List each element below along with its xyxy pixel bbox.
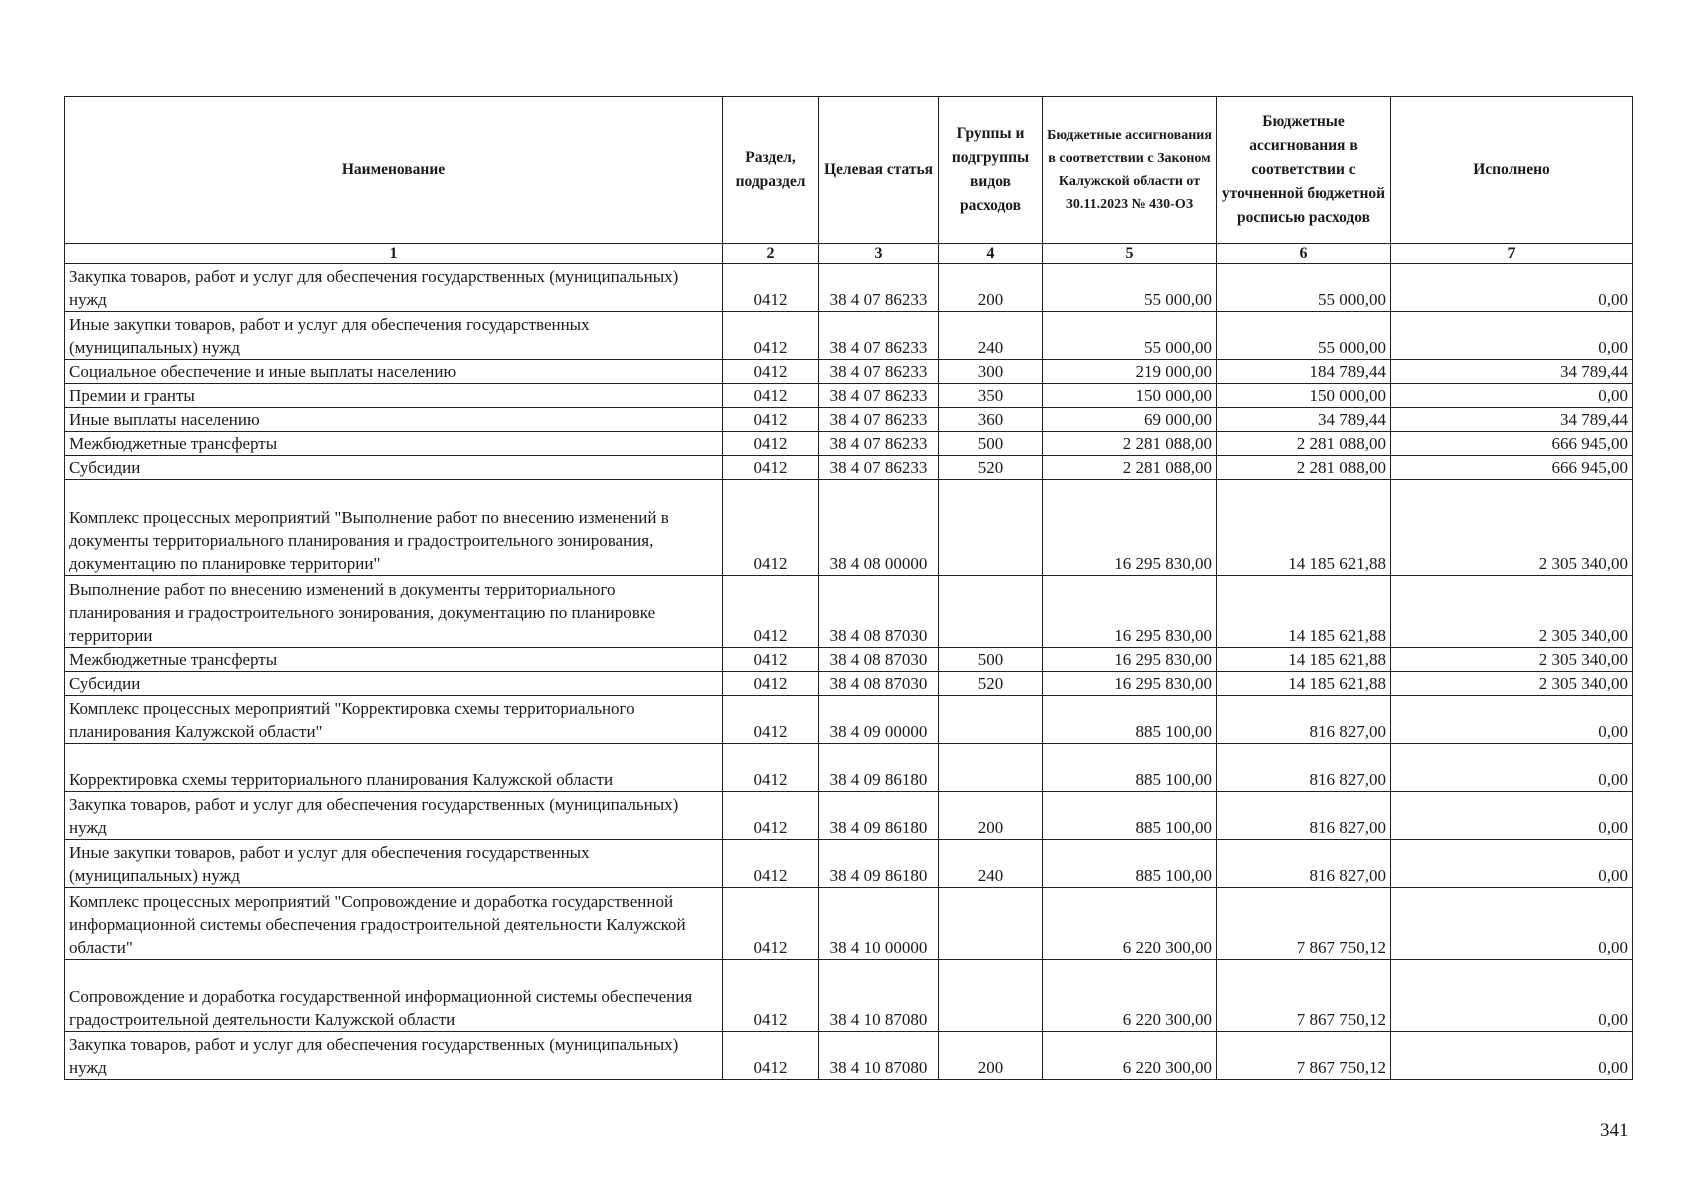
row-expense-group: 520 [939,672,1043,696]
row-law-amount: 6 220 300,00 [1043,888,1217,960]
row-section: 0412 [723,792,819,840]
row-expense-group [939,480,1043,576]
row-refined-amount: 7 867 750,12 [1217,1032,1391,1080]
row-law-amount: 885 100,00 [1043,792,1217,840]
table-row [65,384,1633,408]
row-executed-amount: 0,00 [1391,744,1633,792]
row-section: 0412 [723,648,819,672]
row-name: Сопровождение и доработка государственной информационной системы обеспечения градостроительной деятельности Калужской области [65,960,723,1032]
row-executed-amount: 666 945,00 [1391,456,1633,480]
row-expense-group: 300 [939,360,1043,384]
row-target-article: 38 4 08 00000 [819,480,939,576]
row-refined-amount: 7 867 750,12 [1217,888,1391,960]
row-expense-group: 200 [939,792,1043,840]
row-executed-amount: 2 305 340,00 [1391,648,1633,672]
column-number: 1 [65,244,723,264]
row-target-article: 38 4 10 87080 [819,1032,939,1080]
row-law-amount: 885 100,00 [1043,744,1217,792]
table-row [65,312,1633,360]
table-body [65,264,1633,1080]
table-row [65,480,1633,576]
row-law-amount: 69 000,00 [1043,408,1217,432]
table-row [65,1032,1633,1080]
row-target-article: 38 4 08 87030 [819,576,939,648]
row-law-amount: 219 000,00 [1043,360,1217,384]
row-refined-amount: 184 789,44 [1217,360,1391,384]
header-executed: Исполнено [1391,97,1633,244]
row-expense-group: 240 [939,312,1043,360]
row-target-article: 38 4 10 00000 [819,888,939,960]
row-name: Закупка товаров, работ и услуг для обеспечения государственных (муниципальных) нужд [65,792,723,840]
row-law-amount: 16 295 830,00 [1043,672,1217,696]
row-law-amount: 55 000,00 [1043,312,1217,360]
table-row [65,672,1633,696]
row-target-article: 38 4 08 87030 [819,672,939,696]
row-executed-amount: 2 305 340,00 [1391,480,1633,576]
row-expense-group [939,744,1043,792]
row-refined-amount: 816 827,00 [1217,792,1391,840]
row-executed-amount: 2 305 340,00 [1391,672,1633,696]
table-row [65,456,1633,480]
header-expense-groups: Группы и подгруппы видов расходов [939,97,1043,244]
row-executed-amount: 34 789,44 [1391,360,1633,384]
row-law-amount: 2 281 088,00 [1043,456,1217,480]
row-law-amount: 16 295 830,00 [1043,480,1217,576]
row-section: 0412 [723,360,819,384]
row-law-amount: 885 100,00 [1043,696,1217,744]
table-row [65,432,1633,456]
table-row [65,648,1633,672]
row-executed-amount: 0,00 [1391,792,1633,840]
row-executed-amount: 666 945,00 [1391,432,1633,456]
header-row [65,97,1633,244]
row-executed-amount: 0,00 [1391,264,1633,312]
row-law-amount: 885 100,00 [1043,840,1217,888]
column-number: 2 [723,244,819,264]
row-name: Межбюджетные трансферты [65,432,723,456]
row-target-article: 38 4 09 86180 [819,840,939,888]
row-refined-amount: 7 867 750,12 [1217,960,1391,1032]
row-executed-amount: 0,00 [1391,888,1633,960]
row-refined-amount: 14 185 621,88 [1217,648,1391,672]
row-refined-amount: 2 281 088,00 [1217,456,1391,480]
column-number: 5 [1043,244,1217,264]
row-refined-amount: 2 281 088,00 [1217,432,1391,456]
row-name: Комплекс процессных мероприятий "Сопровождение и доработка государственной информационной системы обеспечения градостроительной деятельности Калужской области" [65,888,723,960]
row-section: 0412 [723,744,819,792]
row-target-article: 38 4 09 86180 [819,792,939,840]
row-target-article: 38 4 07 86233 [819,456,939,480]
row-target-article: 38 4 07 86233 [819,384,939,408]
row-expense-group [939,576,1043,648]
row-target-article: 38 4 07 86233 [819,312,939,360]
row-expense-group [939,888,1043,960]
row-name: Комплекс процессных мероприятий "Корректировка схемы территориального планирования Калужской области" [65,696,723,744]
row-target-article: 38 4 07 86233 [819,408,939,432]
row-executed-amount: 0,00 [1391,384,1633,408]
row-expense-group [939,696,1043,744]
table-row [65,888,1633,960]
row-expense-group: 360 [939,408,1043,432]
row-target-article: 38 4 07 86233 [819,432,939,456]
row-name: Корректировка схемы территориального планирования Калужской области [65,744,723,792]
header-name: Наименование [65,97,723,244]
row-name: Социальное обеспечение и иные выплаты населению [65,360,723,384]
column-number: 3 [819,244,939,264]
header-law-allocations: Бюджетные ассигнования в соответствии с Законом Калужской области от 30.11.2023 № 430-ОЗ [1043,97,1217,244]
row-executed-amount: 0,00 [1391,696,1633,744]
table-row [65,792,1633,840]
row-expense-group: 200 [939,1032,1043,1080]
row-name: Иные закупки товаров, работ и услуг для обеспечения государственных (муниципальных) нужд [65,840,723,888]
row-law-amount: 6 220 300,00 [1043,960,1217,1032]
table-row [65,360,1633,384]
row-name: Комплекс процессных мероприятий "Выполнение работ по внесению изменений в документы территориального планирования и градостроительного зонирования, документацию по планировке территории" [65,480,723,576]
row-law-amount: 6 220 300,00 [1043,1032,1217,1080]
row-section: 0412 [723,1032,819,1080]
row-executed-amount: 0,00 [1391,840,1633,888]
column-number: 7 [1391,244,1633,264]
row-name: Субсидии [65,672,723,696]
row-target-article: 38 4 09 00000 [819,696,939,744]
row-name: Иные выплаты населению [65,408,723,432]
row-section: 0412 [723,408,819,432]
row-section: 0412 [723,576,819,648]
row-expense-group: 200 [939,264,1043,312]
header-refined-allocations: Бюджетные ассигнования в соответствии с уточненной бюджетной росписью расходов [1217,97,1391,244]
row-refined-amount: 34 789,44 [1217,408,1391,432]
row-section: 0412 [723,384,819,408]
table-row [65,960,1633,1032]
header-section: Раздел, подраздел [723,97,819,244]
row-target-article: 38 4 08 87030 [819,648,939,672]
row-name: Выполнение работ по внесению изменений в документы территориального планирования и градостроительного зонирования, документацию по планировке территории [65,576,723,648]
row-target-article: 38 4 10 87080 [819,960,939,1032]
row-name: Иные закупки товаров, работ и услуг для обеспечения государственных (муниципальных) нужд [65,312,723,360]
row-refined-amount: 14 185 621,88 [1217,480,1391,576]
row-refined-amount: 55 000,00 [1217,312,1391,360]
row-section: 0412 [723,840,819,888]
row-name: Премии и гранты [65,384,723,408]
table-row [65,696,1633,744]
row-law-amount: 2 281 088,00 [1043,432,1217,456]
row-section: 0412 [723,312,819,360]
row-target-article: 38 4 09 86180 [819,744,939,792]
column-number: 6 [1217,244,1391,264]
row-expense-group [939,960,1043,1032]
page-number: 341 [1600,1120,1629,1141]
row-section: 0412 [723,696,819,744]
row-refined-amount: 14 185 621,88 [1217,576,1391,648]
table-row [65,840,1633,888]
row-expense-group: 520 [939,456,1043,480]
row-expense-group: 500 [939,648,1043,672]
row-expense-group: 240 [939,840,1043,888]
row-refined-amount: 816 827,00 [1217,744,1391,792]
row-refined-amount: 816 827,00 [1217,840,1391,888]
row-executed-amount: 0,00 [1391,960,1633,1032]
row-target-article: 38 4 07 86233 [819,360,939,384]
budget-sheet [64,96,1632,1080]
row-section: 0412 [723,456,819,480]
row-executed-amount: 0,00 [1391,312,1633,360]
row-executed-amount: 0,00 [1391,1032,1633,1080]
header-target-article: Целевая статья [819,97,939,244]
row-law-amount: 16 295 830,00 [1043,648,1217,672]
row-name: Закупка товаров, работ и услуг для обеспечения государственных (муниципальных) нужд [65,264,723,312]
row-name: Закупка товаров, работ и услуг для обеспечения государственных (муниципальных) нужд [65,1032,723,1080]
budget-table [64,96,1633,1080]
row-law-amount: 55 000,00 [1043,264,1217,312]
table-row [65,576,1633,648]
row-name: Межбюджетные трансферты [65,648,723,672]
row-expense-group: 500 [939,432,1043,456]
row-section: 0412 [723,672,819,696]
row-law-amount: 16 295 830,00 [1043,576,1217,648]
row-section: 0412 [723,888,819,960]
row-name: Субсидии [65,456,723,480]
row-refined-amount: 55 000,00 [1217,264,1391,312]
column-number-row [65,244,1633,264]
row-section: 0412 [723,960,819,1032]
row-executed-amount: 34 789,44 [1391,408,1633,432]
row-refined-amount: 150 000,00 [1217,384,1391,408]
row-law-amount: 150 000,00 [1043,384,1217,408]
row-section: 0412 [723,480,819,576]
row-refined-amount: 816 827,00 [1217,696,1391,744]
table-row [65,408,1633,432]
row-target-article: 38 4 07 86233 [819,264,939,312]
column-number: 4 [939,244,1043,264]
table-row [65,744,1633,792]
row-section: 0412 [723,432,819,456]
row-section: 0412 [723,264,819,312]
table-row [65,264,1633,312]
row-expense-group: 350 [939,384,1043,408]
row-refined-amount: 14 185 621,88 [1217,672,1391,696]
row-executed-amount: 2 305 340,00 [1391,576,1633,648]
